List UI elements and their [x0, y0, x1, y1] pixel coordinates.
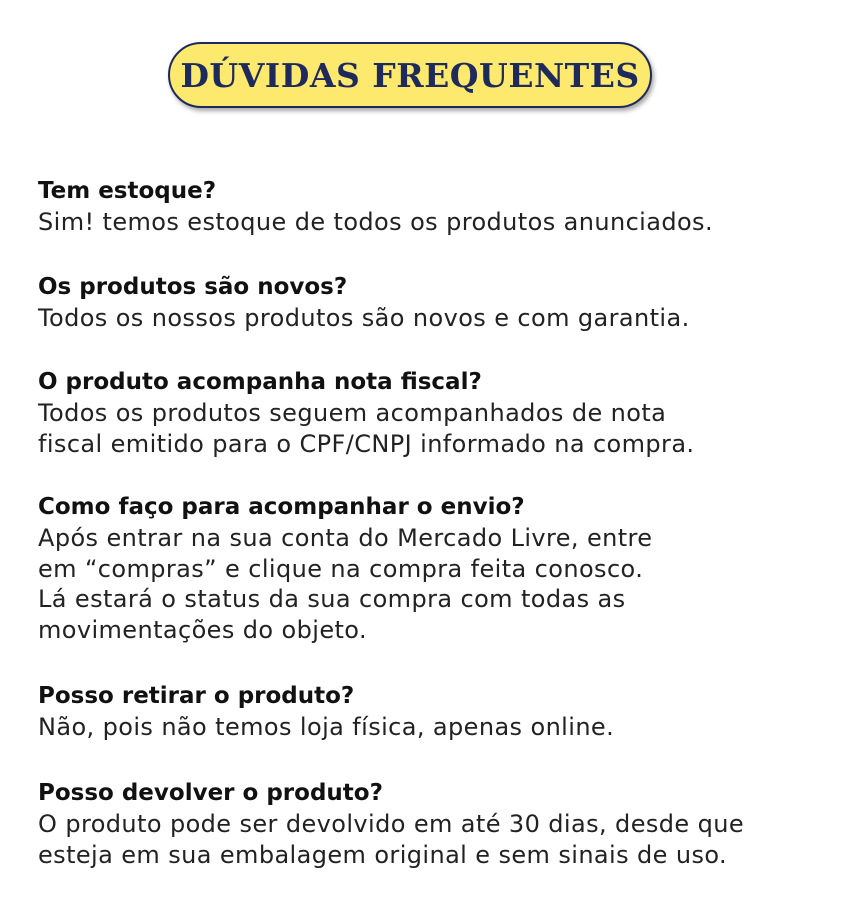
faq-answer-line: em “compras” e clique na compra feita conosco.: [38, 554, 644, 583]
faq-answer-line: movimentações do objeto.: [38, 615, 367, 644]
faq-answer-line: fiscal emitido para o CPF/CNPJ informado na compra.: [38, 429, 695, 458]
faq-answer-line: Lá estará o status da sua compra com todas as: [38, 585, 626, 613]
faq-item-invoice: [38, 367, 828, 459]
faq-answer-line: Após entrar na sua conta do Mercado Livre, entre: [38, 524, 653, 552]
faq-item-return: [38, 778, 828, 870]
faq-item-pickup: [38, 681, 828, 743]
title-banner: [168, 42, 652, 108]
faq-answer-line: Todos os nossos produtos são novos e com garantia.: [38, 304, 690, 332]
faq-answer-line: O produto pode ser devolvido em até 30 dias, desde que: [38, 810, 744, 838]
faq-answer-line: esteja em sua embalagem original e sem sinais de uso.: [38, 840, 728, 869]
faq-question: Os produtos são novos?: [38, 274, 348, 300]
faq-item-stock: [38, 176, 828, 238]
faq-answer-line: Não, pois não temos loja física, apenas online.: [38, 713, 615, 741]
faq-answer-line: Todos os produtos seguem acompanhados de nota: [38, 399, 667, 427]
page-title: DÚVIDAS FREQUENTES: [180, 55, 640, 95]
faq-question: Como faço para acompanhar o envio?: [38, 494, 525, 520]
faq-item-tracking: [38, 492, 828, 645]
faq-item-new-products: [38, 272, 828, 334]
faq-question: O produto acompanha nota fiscal?: [38, 369, 482, 395]
faq-question: Posso retirar o produto?: [38, 683, 355, 709]
faq-question: Posso devolver o produto?: [38, 780, 383, 806]
faq-answer-line: Sim! temos estoque de todos os produtos anunciados.: [38, 208, 713, 236]
faq-question: Tem estoque?: [38, 178, 217, 204]
